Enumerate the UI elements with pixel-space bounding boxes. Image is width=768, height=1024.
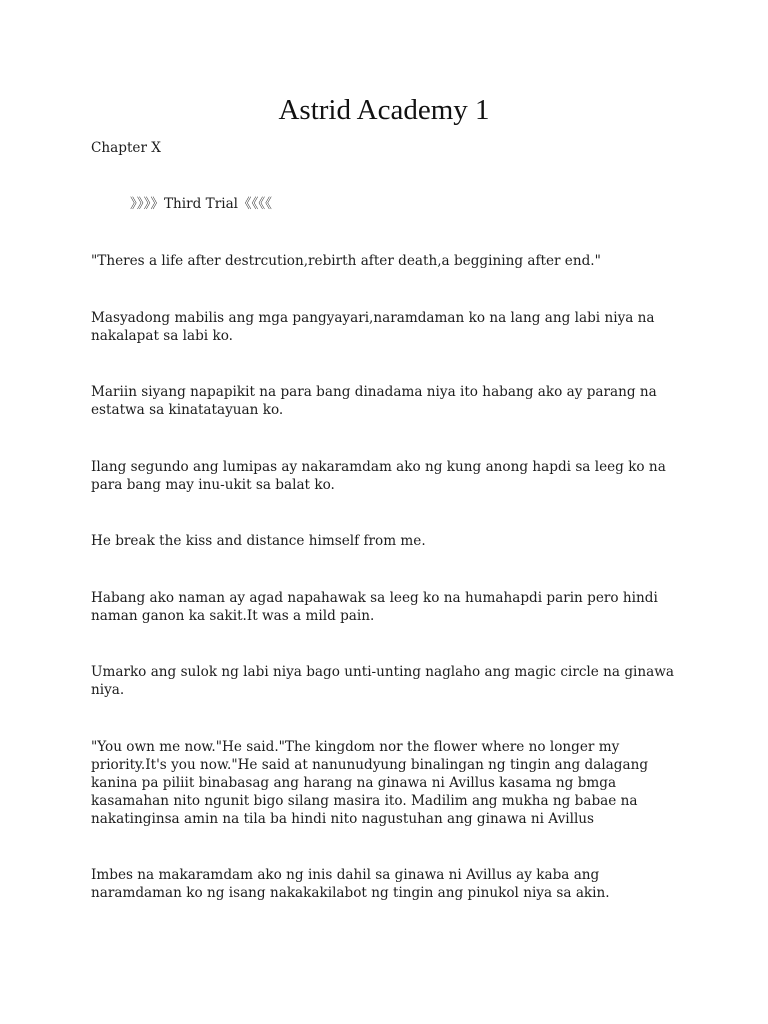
paragraph: Ilang segundo ang lumipas ay nakaramdam ako ng kung anong hapdi sa leeg ko na para bang may inu-ukit sa balat ko. — [91, 459, 666, 493]
section-heading: 》》》》Third Trial《《《《 — [130, 196, 273, 212]
document-title: Astrid Academy 1 — [278, 94, 490, 126]
paragraph: Habang ako naman ay agad napahawak sa leeg ko na humahapdi parin pero hindi naman ganon ka sakit.It was a mild pain. — [91, 590, 658, 624]
chapter-label: Chapter X — [91, 140, 161, 156]
paragraph: Mariin siyang napapikit na para bang dinadama niya ito habang ako ay parang na estatwa sa kinatatayuan ko. — [91, 384, 657, 418]
paragraph: Imbes na makaramdam ako ng inis dahil sa ginawa ni Avillus ay kaba ang naramdaman ko ng isang nakakakilabot ng tingin ang pinukol niya sa akin. — [91, 867, 610, 901]
paragraph: Umarko ang sulok ng labi niya bago unti-unting naglaho ang magic circle na ginawa niya. — [91, 664, 674, 698]
paragraph: He break the kiss and distance himself from me. — [91, 533, 426, 549]
paragraph: "You own me now."He said."The kingdom nor the flower where no longer my priority.It's you now."He said at nanunudyung binalingan ng tingin ang dalagang kanina pa piliit binabasag ang harang na ginawa ni Avillus kasama ng bmga kasamahan nito ngunit bigo silang masira ito. Madilim ang mukha ng babae na nakatinginsa amin na tila ba hindi nito nagustuhan ang ginawa ni Avillus — [91, 739, 649, 827]
paragraph: Masyadong mabilis ang mga pangyayari,naramdaman ko na lang ang labi niya na nakalapat sa labi ko. — [91, 310, 655, 344]
paragraph-quote: "Theres a life after destrcution,rebirth after death,a beggining after end." — [91, 253, 601, 269]
